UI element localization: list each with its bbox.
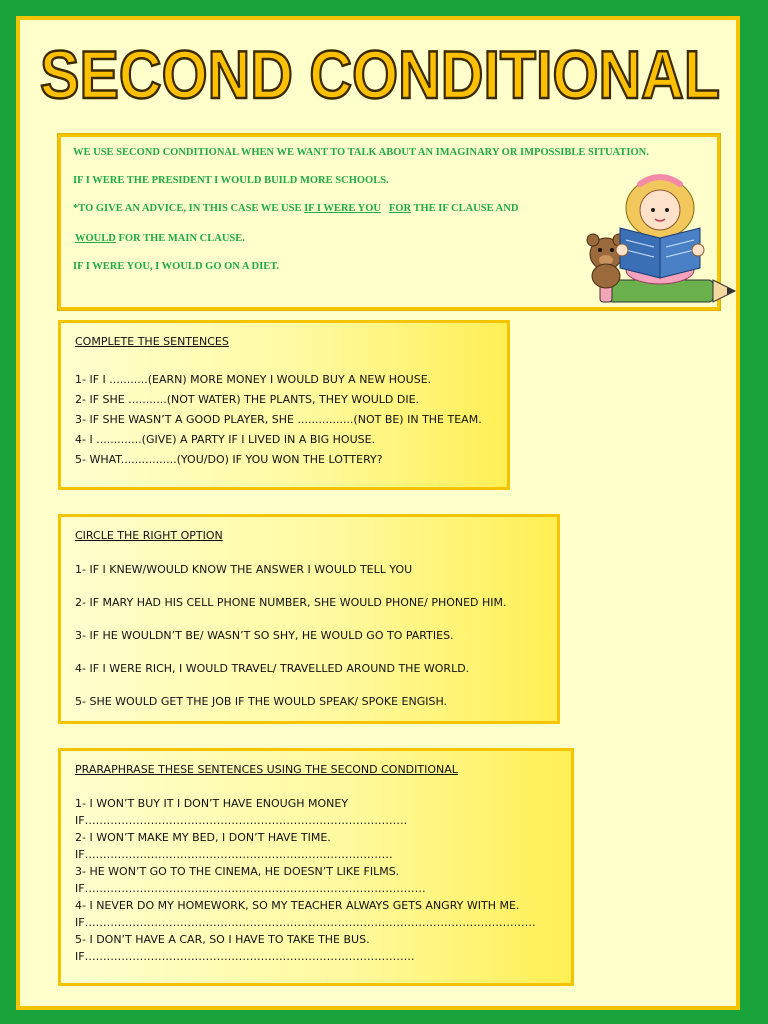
exercise-3-answer-line: IF…………………………………………………………………………………………………………… xyxy=(75,916,536,929)
pencil-lead xyxy=(727,287,735,295)
exercise-2-item: 1- IF I KNEW/WOULD KNOW THE ANSWER I WOULD TELL YOU xyxy=(75,563,413,576)
exercise-1-item: 2- IF SHE ...........(NOT WATER) THE PLANTS, THEY WOULD DIE. xyxy=(75,393,420,406)
exercise-1-item: 5- WHAT................(YOU/DO) IF YOU WON THE LOTTERY? xyxy=(75,453,383,466)
exercise-1-item: 1- IF I ...........(EARN) MORE MONEY I WOULD BUY A NEW HOUSE. xyxy=(75,373,432,386)
exercise-3-sentence: 3- HE WON’T GO TO THE CINEMA, HE DOESN’T LIKE FILMS. xyxy=(75,865,400,878)
exercise-3-answer-line: IF………………………………………………………………………………… xyxy=(75,882,426,895)
exercise-2-heading: CIRCLE THE RIGHT OPTION xyxy=(75,529,223,542)
info-line-2: IF I WERE THE PRESIDENT I WOULD BUILD MORE SCHOOLS. xyxy=(73,175,389,186)
for-underline: FOR xyxy=(388,203,412,214)
if-i-were-you-underline: IF I WERE YOU xyxy=(304,203,381,214)
exercise-circle-option xyxy=(58,514,560,724)
girl-reading-illustration xyxy=(580,170,740,320)
exercise-3-heading: PRARAPHRASE THESE SENTENCES USING THE SECOND CONDITIONAL xyxy=(75,763,458,776)
info-line-3-end: THE IF CLAUSE AND xyxy=(411,203,519,214)
exercise-complete-sentences xyxy=(58,320,510,490)
exercise-3-answer-line: IF……………………………………………………………………………. xyxy=(75,814,408,827)
exercise-1-heading: COMPLETE THE SENTENCES xyxy=(75,335,229,348)
info-line-3 xyxy=(73,203,518,214)
exercise-3-sentence: 1- I WON’T BUY IT I DON’T HAVE ENOUGH MONEY xyxy=(75,797,349,810)
info-line-4-text: FOR THE MAIN CLAUSE. xyxy=(115,233,245,244)
would-underline: WOULD xyxy=(75,233,116,244)
girl-face xyxy=(640,190,680,230)
info-line-1: WE USE SECOND CONDITIONAL WHEN WE WANT TO TALK ABOUT AN IMAGINARY OR IMPOSSIBLE SITUATION. xyxy=(73,147,649,158)
exercise-3-sentence: 5- I DON’T HAVE A CAR, SO I HAVE TO TAKE THE BUS. xyxy=(75,933,370,946)
exercise-3-sentence: 4- I NEVER DO MY HOMEWORK, SO MY TEACHER ALWAYS GETS ANGRY WITH ME. xyxy=(75,899,520,912)
exercise-paraphrase xyxy=(58,748,574,986)
worksheet-page xyxy=(16,16,740,1010)
exercise-3-sentence: 2- I WON’T MAKE MY BED, I DON’T HAVE TIME. xyxy=(75,831,331,844)
exercise-3-answer-line: IF………………………………………………………………………… xyxy=(75,848,393,861)
info-line-5: IF I WERE YOU, I WOULD GO ON A DIET. xyxy=(73,261,280,272)
page-title xyxy=(30,32,730,112)
exercise-3-answer-line: IF……………………………………………………………………………… xyxy=(75,950,415,963)
title-text: SECOND CONDITIONAL xyxy=(40,37,720,113)
exercise-1-item: 4- I .............(GIVE) A PARTY IF I LIVED IN A BIG HOUSE. xyxy=(75,433,376,446)
exercise-2-item: 4- IF I WERE RICH, I WOULD TRAVEL/ TRAVELLED AROUND THE WORLD. xyxy=(75,662,470,675)
exercise-2-item: 5- SHE WOULD GET THE JOB IF THE WOULD SPEAK/ SPOKE ENGISH. xyxy=(75,695,448,708)
exercise-2-item: 3- IF HE WOULDN’T BE/ WASN’T SO SHY, HE WOULD GO TO PARTIES. xyxy=(75,629,454,642)
asterisk: * xyxy=(73,203,79,214)
exercise-1-item: 3- IF SHE WASN’T A GOOD PLAYER, SHE ................(NOT BE) IN THE TEAM. xyxy=(75,413,482,426)
info-line-4 xyxy=(75,233,245,244)
info-line-3-text: TO GIVE AN ADVICE, IN THIS CASE WE USE xyxy=(78,203,305,214)
exercise-2-item: 2- IF MARY HAD HIS CELL PHONE NUMBER, SHE WOULD PHONE/ PHONED HIM. xyxy=(75,596,507,609)
